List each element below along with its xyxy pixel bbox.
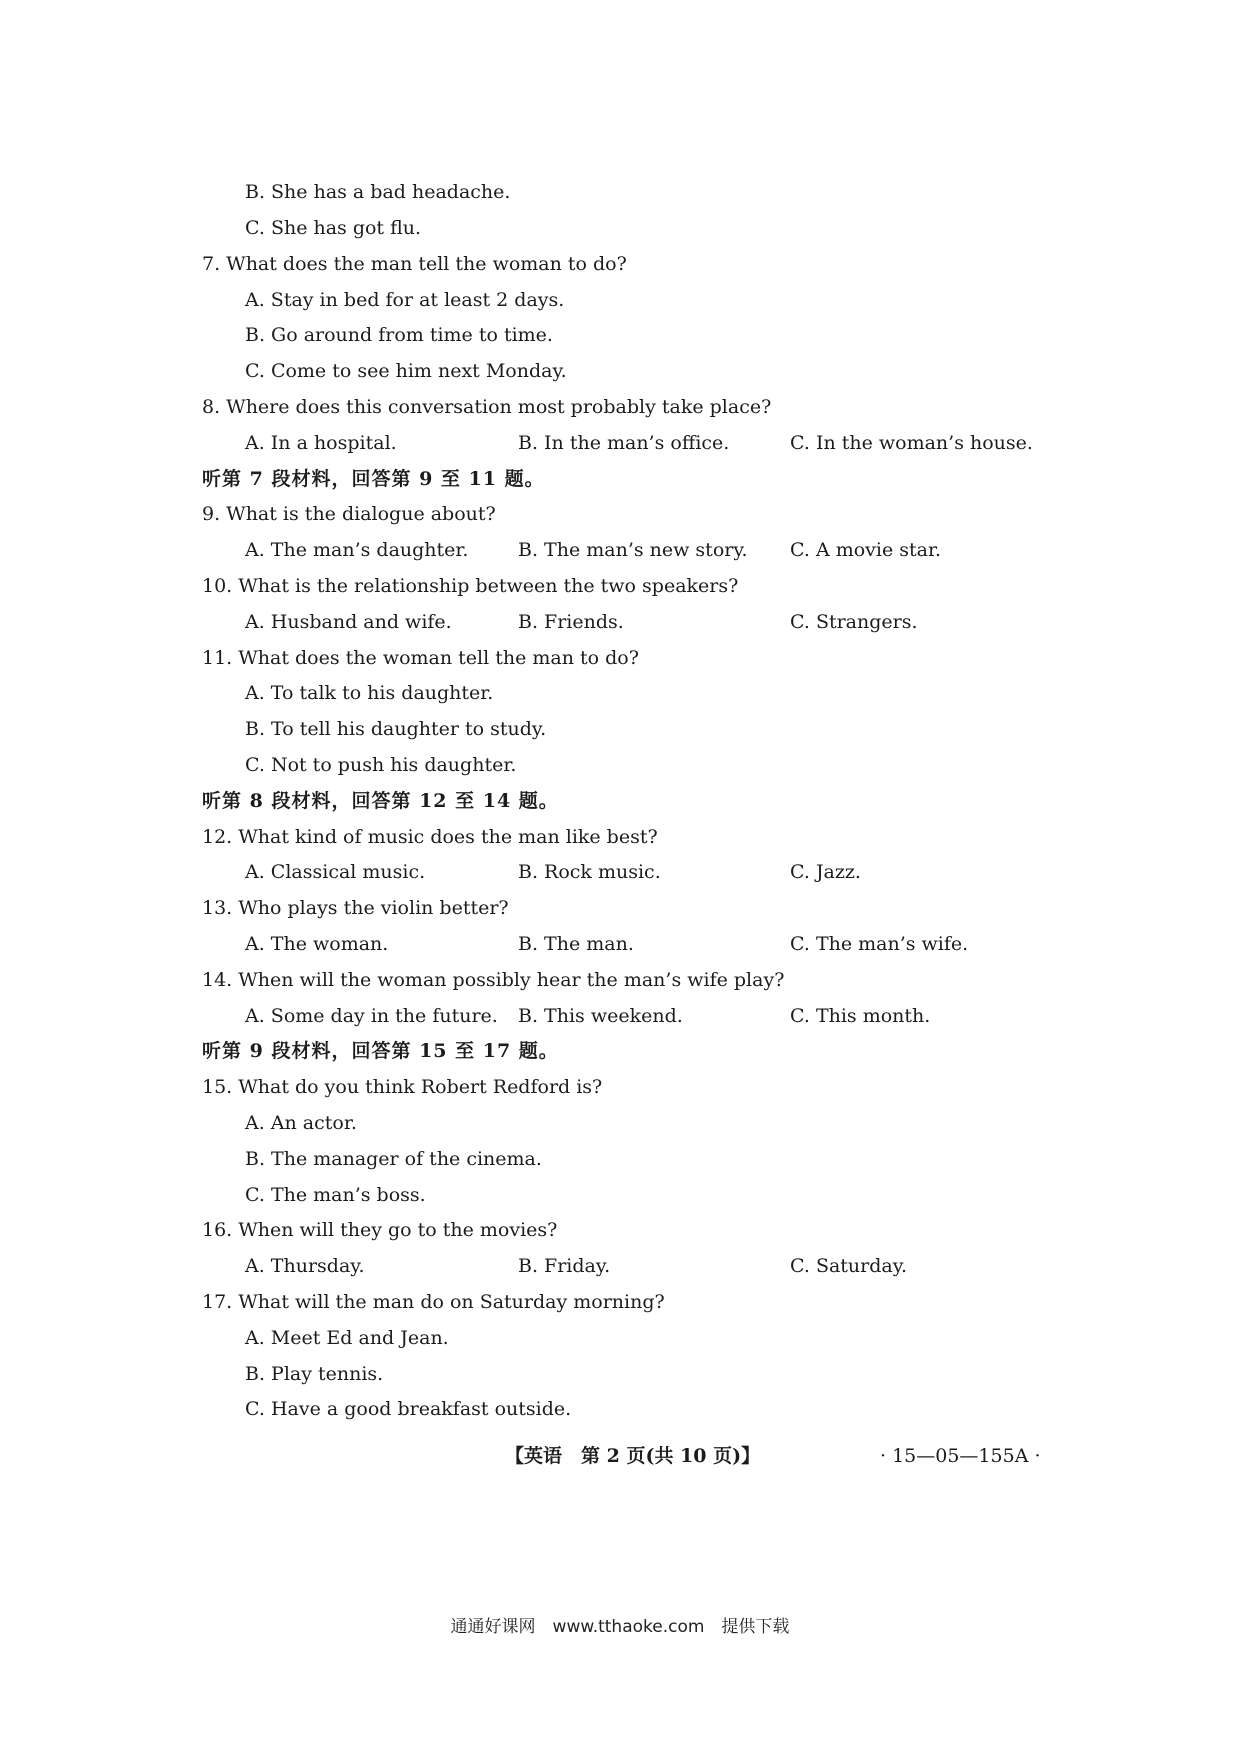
option-12b: B. Rock music.: [518, 861, 661, 883]
options-row-10: [245, 604, 1065, 640]
options-row-13: [245, 926, 1065, 962]
option-7a: A. Stay in bed for at least 2 days.: [245, 289, 565, 311]
options-row-16: [245, 1248, 1065, 1284]
question-15: 15. What do you think Robert Redford is?: [202, 1076, 603, 1098]
option-10a: A. Husband and wife.: [245, 611, 452, 633]
option-11b: B. To tell his daughter to study.: [245, 718, 547, 740]
option-12a: A. Classical music.: [245, 861, 426, 883]
section-heading-8: 听第 8 段材料，回答第 12 至 14 题。: [202, 790, 559, 812]
option-17a: A. Meet Ed and Jean.: [245, 1327, 449, 1349]
download-watermark: 通通好课网 www.tthaoke.com 提供下载: [450, 1617, 790, 1637]
option-6b: B. She has a bad headache.: [245, 181, 511, 203]
option-11c: C. Not to push his daughter.: [245, 754, 517, 776]
option-9a: A. The man’s daughter.: [245, 539, 469, 561]
option-8c: C. In the woman’s house.: [790, 432, 1033, 454]
page-footer-code: · 15—05—155A ·: [880, 1445, 1041, 1467]
option-6c: C. She has got flu.: [245, 217, 422, 239]
options-row-12: [245, 854, 1065, 890]
question-14: 14. When will the woman possibly hear the man’s wife play?: [202, 969, 785, 991]
option-13b: B. The man.: [518, 933, 634, 955]
option-15c: C. The man’s boss.: [245, 1184, 426, 1206]
option-14a: A. Some day in the future.: [245, 1005, 498, 1027]
question-17: 17. What will the man do on Saturday morning?: [202, 1291, 665, 1313]
option-14b: B. This weekend.: [518, 1005, 683, 1027]
option-7b: B. Go around from time to time.: [245, 324, 553, 346]
question-13: 13. Who plays the violin better?: [202, 897, 509, 919]
option-9c: C. A movie star.: [790, 539, 941, 561]
option-15a: A. An actor.: [245, 1112, 357, 1134]
option-14c: C. This month.: [790, 1005, 931, 1027]
option-7c: C. Come to see him next Monday.: [245, 360, 567, 382]
option-8b: B. In the man’s office.: [518, 432, 730, 454]
question-11: 11. What does the woman tell the man to do?: [202, 647, 639, 669]
option-12c: C. Jazz.: [790, 861, 861, 883]
option-11a: A. To talk to his daughter.: [245, 682, 494, 704]
question-10: 10. What is the relationship between the two speakers?: [202, 575, 739, 597]
section-heading-7: 听第 7 段材料，回答第 9 至 11 题。: [202, 468, 545, 490]
page-footer-label: 【英语 第 2 页(共 10 页)】: [505, 1445, 761, 1467]
options-row-14: [245, 998, 1065, 1034]
option-10c: C. Strangers.: [790, 611, 918, 633]
option-15b: B. The manager of the cinema.: [245, 1148, 542, 1170]
option-10b: B. Friends.: [518, 611, 624, 633]
option-16a: A. Thursday.: [245, 1255, 365, 1277]
section-heading-9: 听第 9 段材料，回答第 15 至 17 题。: [202, 1040, 559, 1062]
option-9b: B. The man’s new story.: [518, 539, 748, 561]
option-17b: B. Play tennis.: [245, 1363, 384, 1385]
question-9: 9. What is the dialogue about?: [202, 503, 496, 525]
options-row-9: [245, 532, 1065, 568]
option-17c: C. Have a good breakfast outside.: [245, 1398, 572, 1420]
question-7: 7. What does the man tell the woman to do?: [202, 253, 627, 275]
options-row-8: [245, 425, 1065, 461]
question-12: 12. What kind of music does the man like best?: [202, 826, 658, 848]
question-16: 16. When will they go to the movies?: [202, 1219, 558, 1241]
option-16c: C. Saturday.: [790, 1255, 907, 1277]
option-16b: B. Friday.: [518, 1255, 611, 1277]
question-8: 8. Where does this conversation most probably take place?: [202, 396, 772, 418]
option-13c: C. The man’s wife.: [790, 933, 969, 955]
option-13a: A. The woman.: [245, 933, 389, 955]
option-8a: A. In a hospital.: [245, 432, 397, 454]
